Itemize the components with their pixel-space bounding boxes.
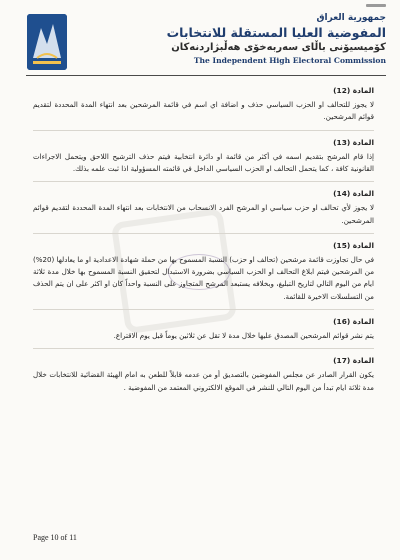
section-divider (33, 181, 374, 182)
section-divider (33, 233, 374, 234)
article-16 (33, 316, 374, 342)
commission-name-kurdish: كۆميسيۆنى باڵای سه‌ربه‌خۆی هه‌ڵبژاردنه‌كان (171, 42, 386, 53)
commission-name-arabic: المفوضية العليا المستقلة للانتخابات (166, 25, 386, 40)
ihec-logo (27, 14, 67, 70)
country-name: جمهورية العراق (316, 13, 386, 23)
logo-emblem-icon (27, 14, 67, 70)
document-body (33, 85, 374, 394)
article-text: إذا قام المرشح بتقديم اسمه في أكثر من قائمة او دائرة انتخابية فيتم حذف الترشيح اللاحق ويتحمل الاجراءات القانونية كافة ، كما يتحمل التحالف او الحزب السياسي الداخل في قائمته المسؤولية اذا ثبت علمه بذلك. (33, 151, 374, 174)
article-17 (33, 355, 374, 394)
article-text: لا يجوز لأي تحالف او حزب سياسي او المرشح الفرد الانسحاب من الانتخابات بعد انتهاء المدة المحددة لتقديم قوائم المرشحين. (33, 203, 374, 225)
page-number: Page 10 of 11 (33, 533, 77, 542)
article-12 (33, 85, 374, 124)
section-divider (33, 309, 374, 310)
article-text: يتم نشر قوائم المرشحين المصدق عليها خلال مدة لا تقل عن ثلاثين يوماً قبل يوم الاقتراع. (113, 331, 374, 341)
letterhead (86, 12, 386, 66)
article-title: المادة (17) (333, 356, 374, 366)
article-15 (33, 240, 374, 303)
article-text: في حال تجاوزت قائمة مرشحين (تحالف او حزب) النسبة المسموح بها من حملة شهادة الاعدادية او ما يعادلها (20%) من المرشحين فيتم ابلاغ التحالف او الحزب السياسي بضرورة الاستبدال لتحقيق النسبة المسموح بها خلال مدة ثلاثة ايام من اليوم التالي لتاريخ التبليغ، وبخلافه يستبعد المرشح المتجاوز على النسبة واحداً كان او اكثر على ان يتم الحذف من التسلسلات الاخيرة للقائمة. (33, 255, 374, 301)
article-14 (33, 188, 374, 227)
article-title: المادة (15) (333, 240, 374, 250)
article-text: لا يجوز للتحالف او الحزب السياسي حذف و اضافة اي اسم في قائمة المرشحين بعد انتهاء المدة المحددة لتقديم قوائم المرشحين. (33, 100, 374, 122)
article-text: يكون القرار الصادر عن مجلس المفوضين بالتصديق أو من عدمه قابلاً للطعن به امام الهيئة القضائية للانتخابات خلال مدة ثلاثة ايام تبدأ من اليوم التالي للنشر في الموقع الالكتروني المعتمد من المفوضية . (33, 370, 374, 392)
article-title: المادة (14) (333, 189, 374, 199)
article-13 (33, 137, 374, 176)
staple-mark (366, 4, 386, 7)
article-title: المادة (12) (333, 86, 374, 95)
article-title: المادة (13) (333, 137, 374, 147)
header-divider (26, 75, 386, 76)
commission-name-english: The Independent High Electoral Commission (193, 56, 386, 65)
article-title: المادة (16) (333, 316, 374, 326)
section-divider (33, 130, 374, 131)
section-divider (33, 348, 374, 349)
